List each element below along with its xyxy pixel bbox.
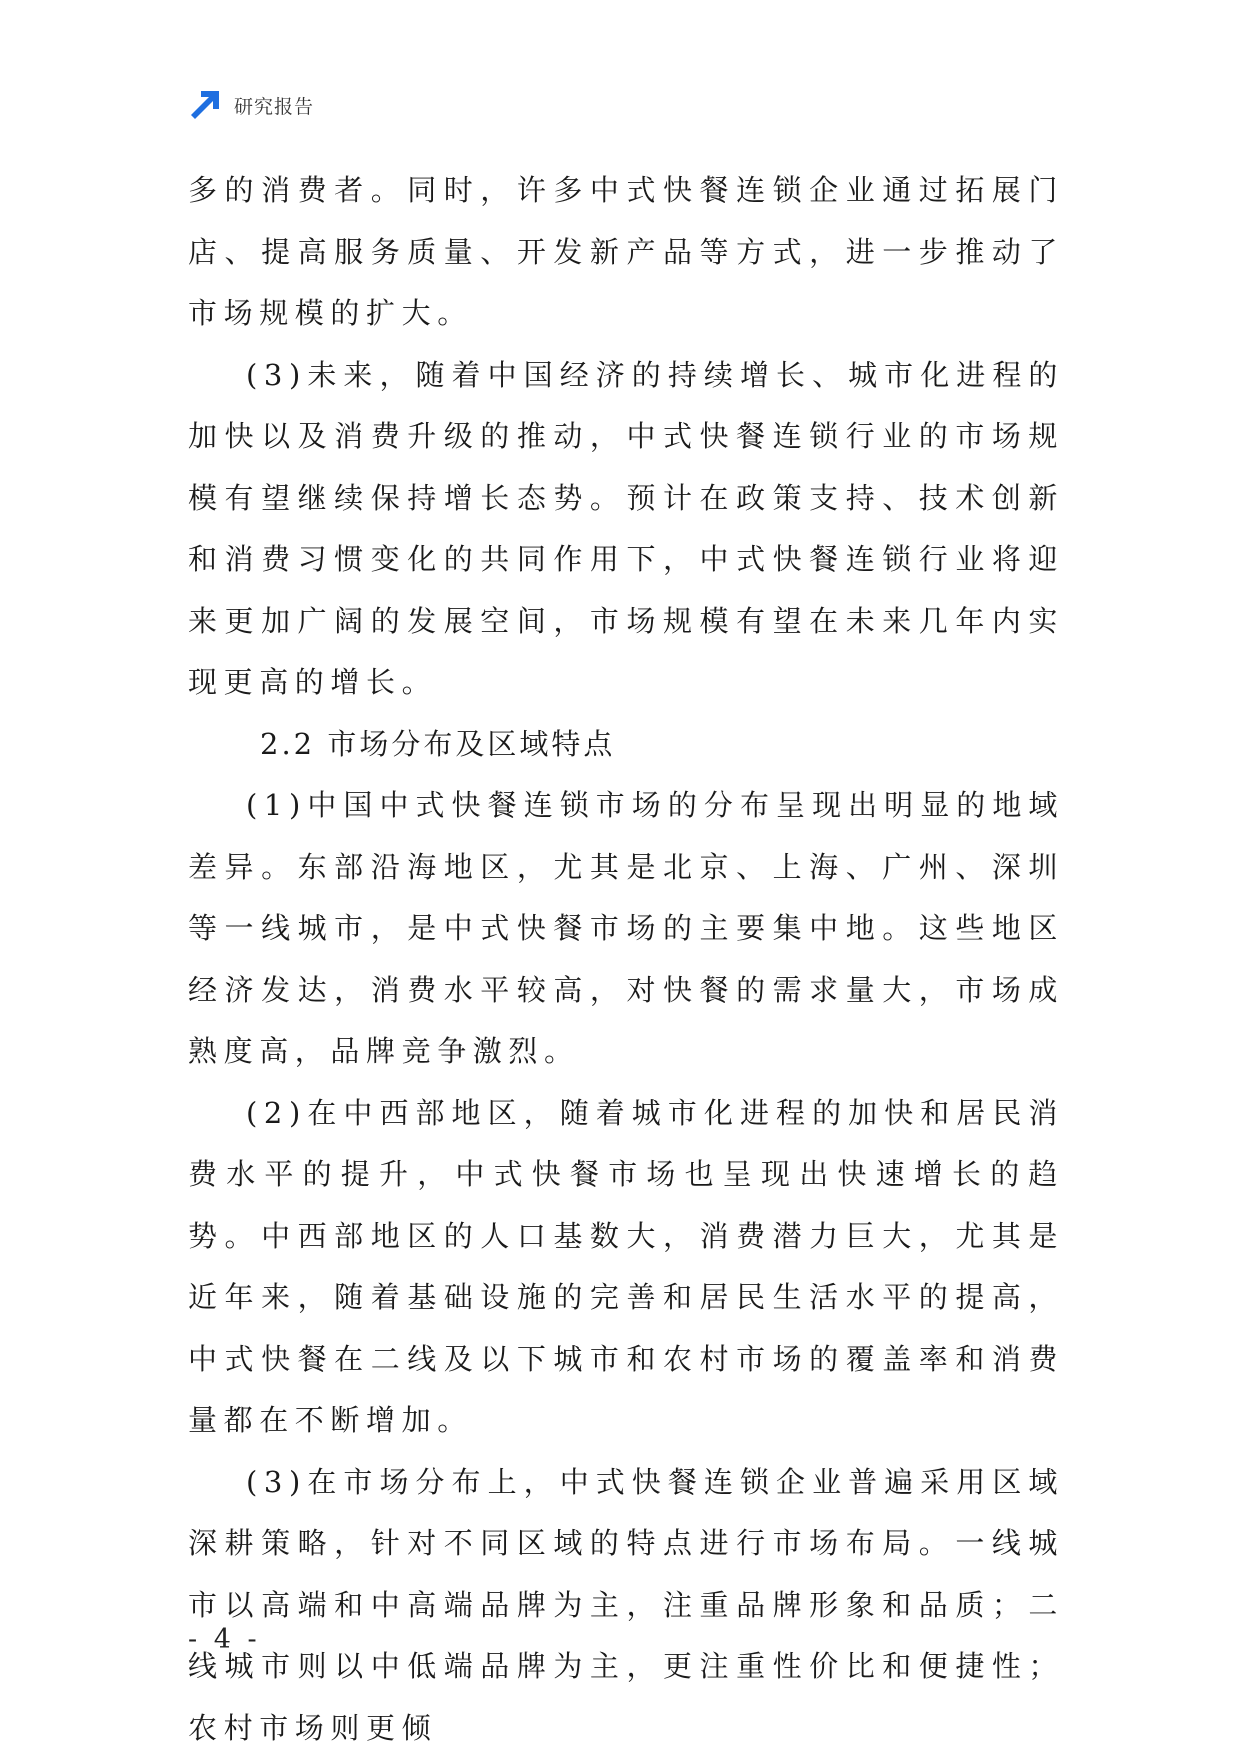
report-header — [188, 88, 314, 122]
paragraph-regional-difference: (1)中国中式快餐连锁市场的分布呈现出明显的地域差异。东部沿海地区，尤其是北京、上海、广州、深圳等一线城市，是中式快餐市场的主要集中地。这些地区经济发达，消费水平较高，对快餐的需求量大，市场成熟度高，品牌竞争激烈。 — [188, 775, 1064, 1083]
section-heading: 2.2 市场分布及区域特点 — [188, 714, 1064, 776]
paragraph-continuation: 多的消费者。同时，许多中式快餐连锁企业通过拓展门店、提高服务质量、开发新产品等方式，进一步推动了市场规模的扩大。 — [188, 160, 1064, 345]
page-number: - 4 - — [188, 1624, 261, 1655]
paragraph-regional-strategy: (3)在市场分布上，中式快餐连锁企业普遍采用区域深耕策略，针对不同区域的特点进行市场布局。一线城市以高端和中高端品牌为主，注重品牌形象和品质；二线城市则以中低端品牌为主，更注重性价比和便捷性；农村市场则更倾 — [188, 1452, 1064, 1759]
arrow-up-right-icon — [188, 88, 222, 122]
document-body — [188, 160, 1064, 1759]
paragraph-central-western: (2)在中西部地区，随着城市化进程的加快和居民消费水平的提升，中式快餐市场也呈现出快速增长的趋势。中西部地区的人口基数大，消费潜力巨大，尤其是近年来，随着基础设施的完善和居民生活水平的提高，中式快餐在二线及以下城市和农村市场的覆盖率和消费量都在不断增加。 — [188, 1083, 1064, 1452]
paragraph-future-outlook: (3)未来，随着中国经济的持续增长、城市化进程的加快以及消费升级的推动，中式快餐连锁行业的市场规模有望继续保持增长态势。预计在政策支持、技术创新和消费习惯变化的共同作用下，中式快餐连锁行业将迎来更加广阔的发展空间，市场规模有望在未来几年内实现更高的增长。 — [188, 345, 1064, 714]
header-title: 研究报告 — [234, 92, 314, 119]
